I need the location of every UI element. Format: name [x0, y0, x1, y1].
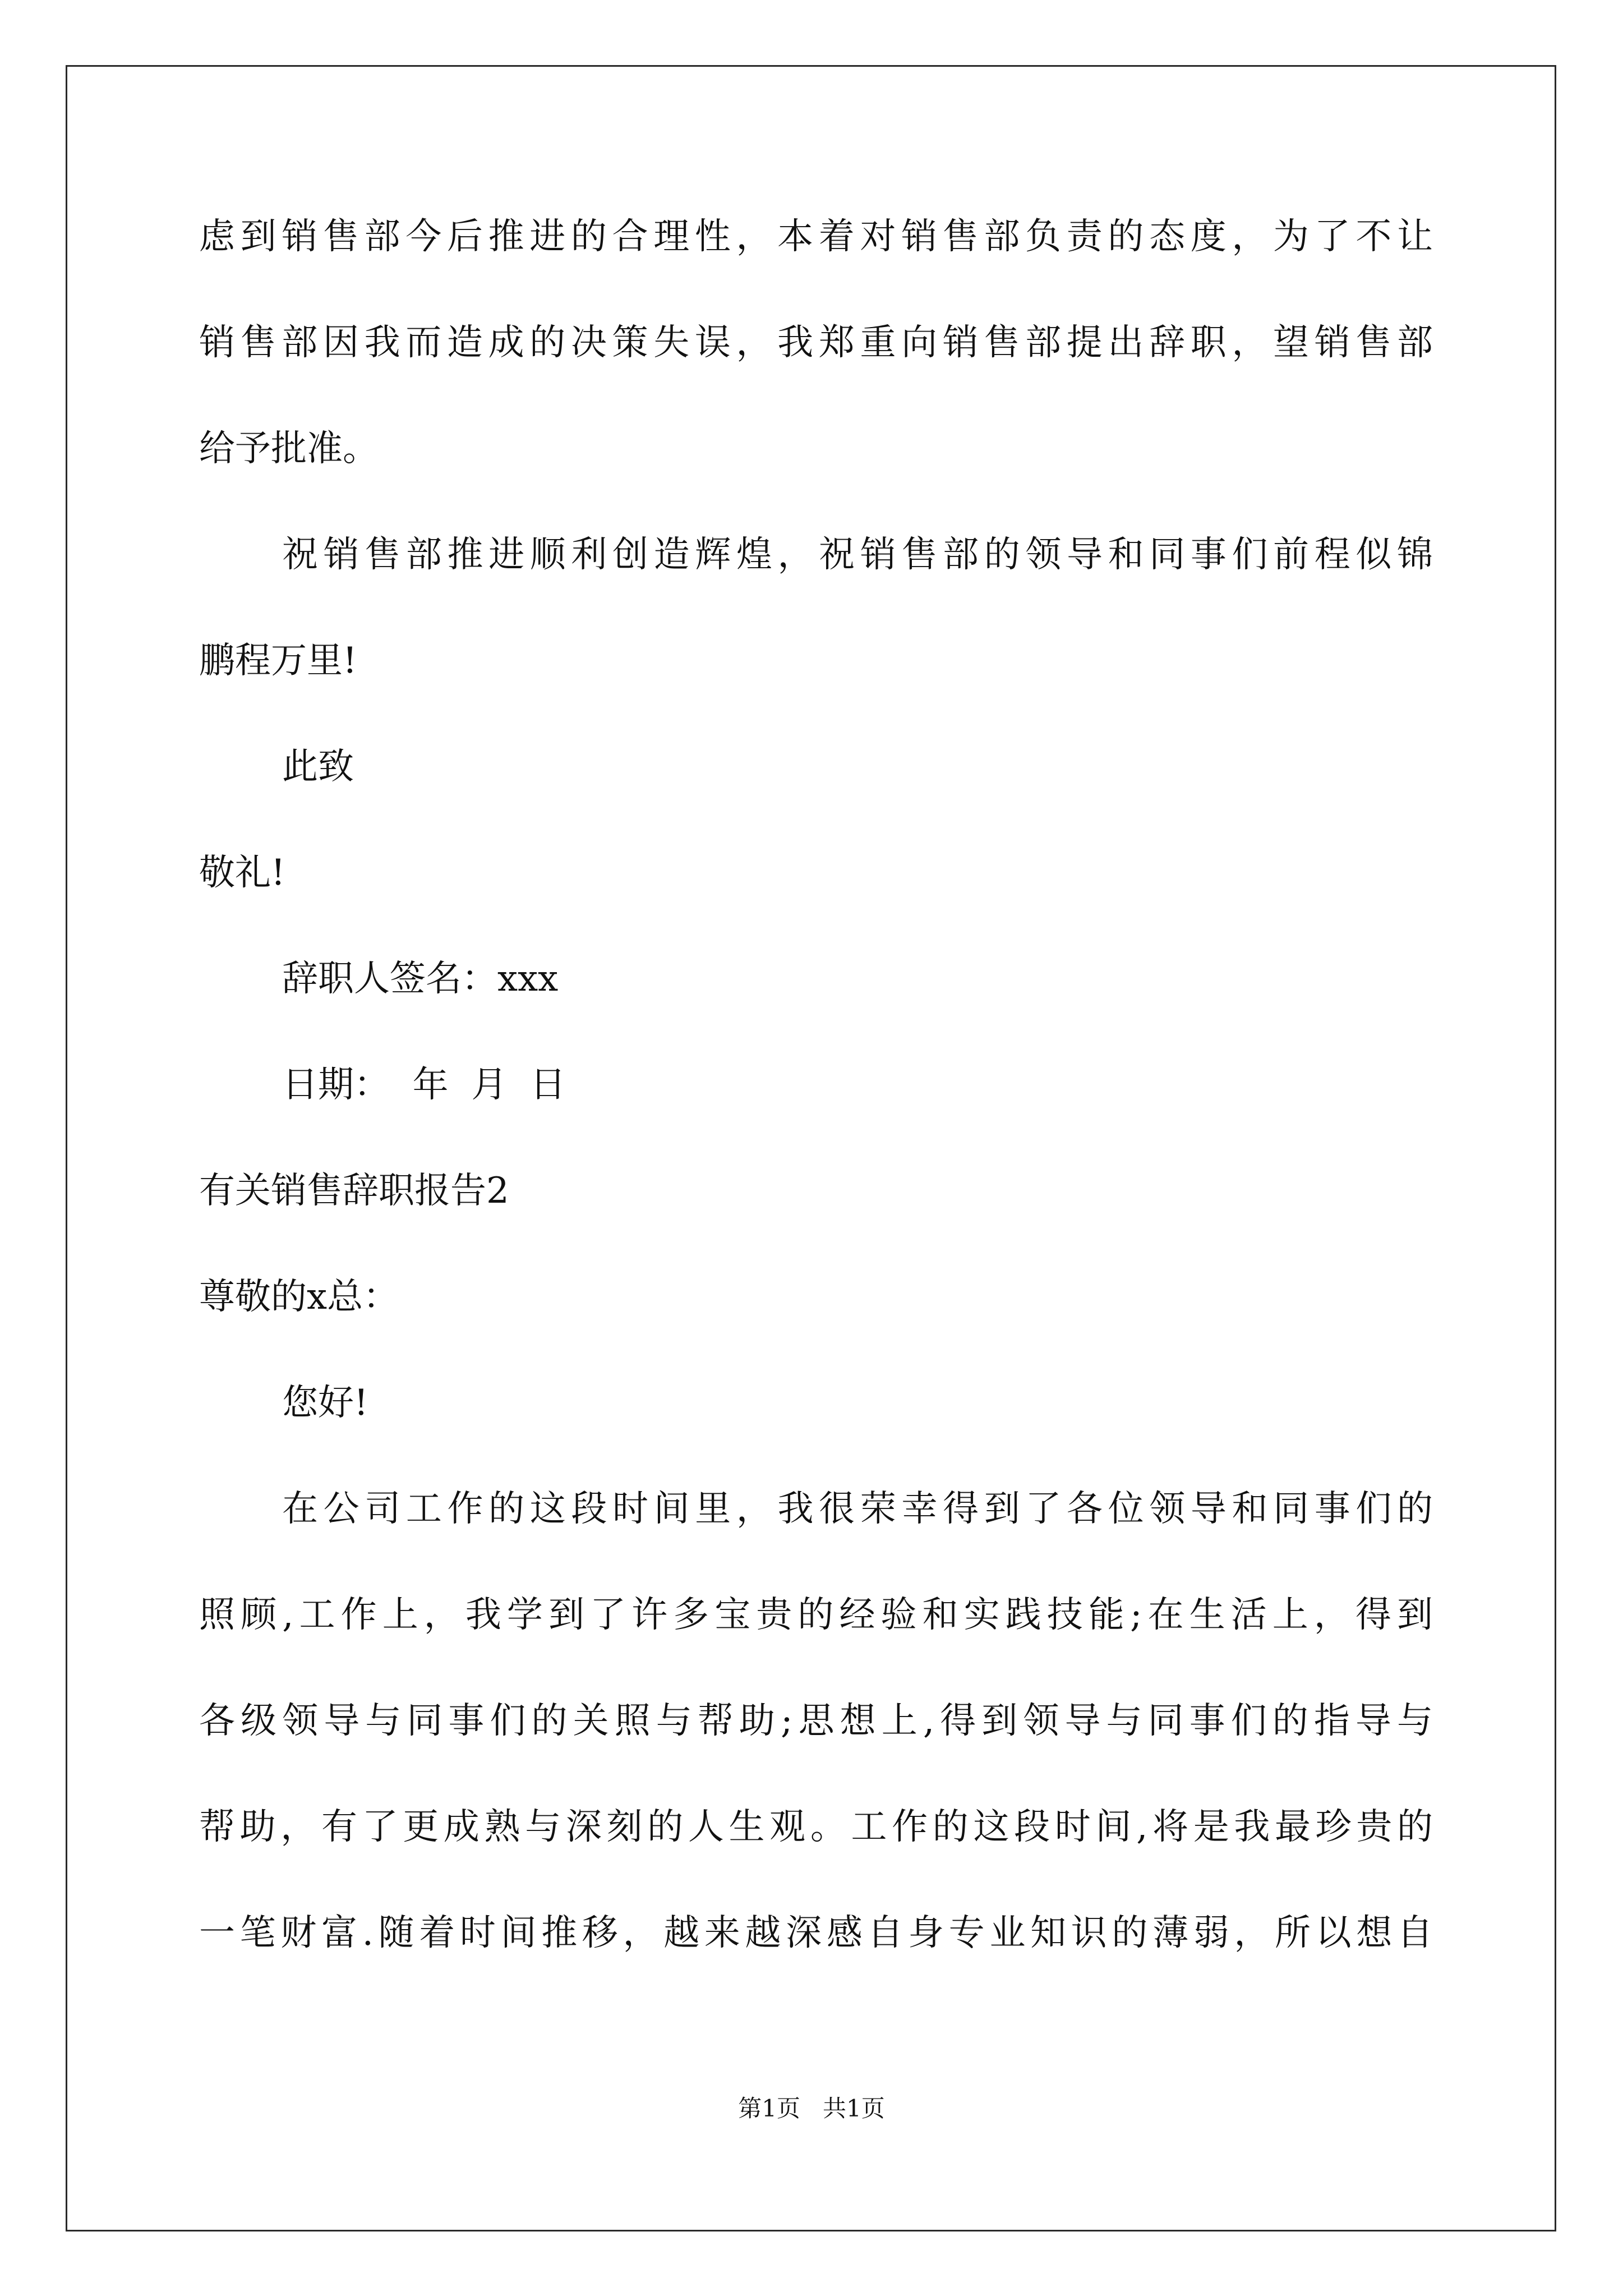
page-number-footer: 第1页 共1页	[738, 2095, 885, 2122]
paragraph-line: 各级领导与同事们的关照与帮助;思想上,得到领导与同事们的指导与	[199, 1700, 1433, 1742]
date-line: 日期： 年 月 日	[282, 1064, 566, 1106]
paragraph-line: 鹏程万里!	[199, 640, 357, 682]
paragraph-line: 销售部因我而造成的决策失误，我郑重向销售部提出辞职，望销售部	[199, 322, 1433, 364]
paragraph-line: 在公司工作的这段时间里，我很荣幸得到了各位领导和同事们的	[282, 1488, 1433, 1530]
document-body	[199, 216, 1433, 2021]
letter-hello: 您好!	[282, 1382, 368, 1424]
paragraph-line: 帮助，有了更成熟与深刻的人生观。工作的这段时间,将是我最珍贵的	[199, 1806, 1433, 1848]
paragraph-line: 照顾,工作上，我学到了许多宝贵的经验和实践技能;在生活上，得到	[199, 1594, 1433, 1636]
paragraph-line: 给予批准。	[199, 428, 379, 470]
letter-greeting: 尊敬的x总：	[199, 1276, 399, 1318]
closing-regards: 敬礼!	[199, 852, 285, 894]
paragraph-line: 祝销售部推进顺利创造辉煌，祝销售部的领导和同事们前程似锦	[282, 534, 1433, 576]
paragraph-line: 虑到销售部今后推进的合理性，本着对销售部负责的态度，为了不让	[199, 216, 1433, 257]
closing-salutation: 此致	[282, 746, 354, 788]
signature-line: 辞职人签名：xxx	[282, 958, 559, 1000]
paragraph-line: 一笔财富.随着时间推移，越来越深感自身专业知识的薄弱，所以想自	[199, 1912, 1433, 1954]
section-title: 有关销售辞职报告2	[199, 1170, 509, 1212]
